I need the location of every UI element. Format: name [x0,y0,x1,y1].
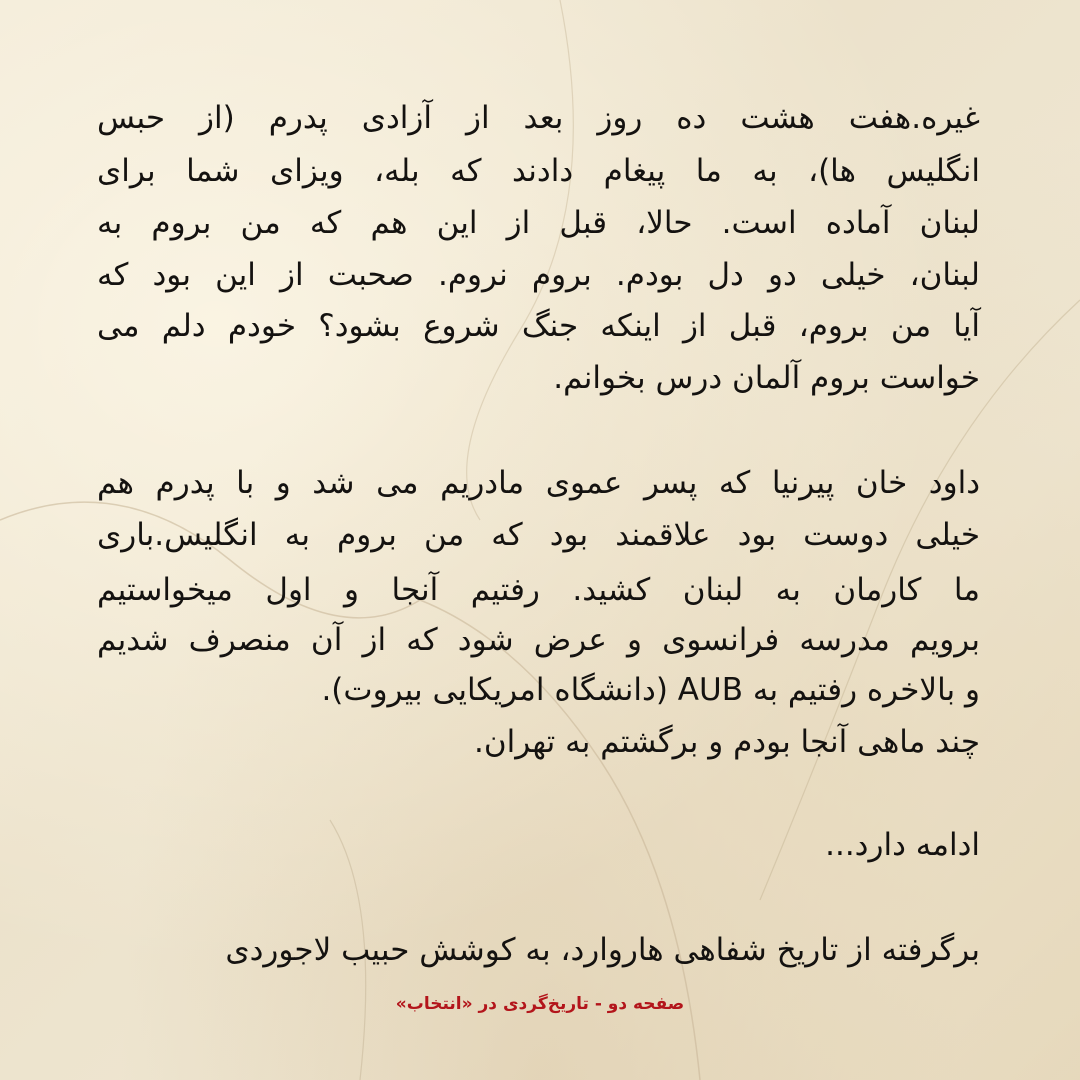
paragraph2-line: داود خان پیرنیا که پسر عموی مادریم می شد و با پدرم هم [97,465,980,501]
paragraph1-line: آیا من بروم، قبل از اینکه جنگ شروع بشود؟ خودم دلم می [97,308,980,344]
paragraph2-line: چند ماهی آنجا بودم و برگشتم به تهران. [474,724,980,760]
continued-note: ادامه دارد... [825,827,980,863]
paragraph1-line: خواست بروم آلمان درس بخوانم. [553,360,980,396]
attribution: برگرفته از تاریخ شفاهی هاروارد، به کوشش حبیب لاجوردی [225,932,980,968]
article-body [97,0,980,1080]
paragraph2-line: و بالاخره رفتیم به AUB (دانشگاه امریکایی بیروت). [321,672,980,708]
paragraph1-line: لبنان آماده است. حالا، قبل از این هم که من بروم به [97,205,980,241]
page-footer: صفحه دو - تاریخ‌گردی در «انتخاب» [395,994,685,1014]
paragraph2-line: برویم مدرسه فرانسوی و عرض شود که از آن منصرف شدیم [97,622,980,658]
paragraph1-line: غیره.هفت هشت ده روز بعد از آزادی پدرم (از حبس [97,100,980,136]
paragraph1-line: انگلیس ها)، به ما پیغام دادند که بله، ویزای شما برای [97,153,980,189]
paragraph2-line: خیلی دوست بود علاقمند بود که من بروم به انگلیس.باری [97,517,980,553]
paragraph2-line: ما کارمان به لبنان کشید. رفتیم آنجا و اول میخواستیم [97,572,980,608]
paragraph1-line: لبنان، خیلی دو دل بودم. بروم نروم. صحبت از این بود که [97,257,980,293]
